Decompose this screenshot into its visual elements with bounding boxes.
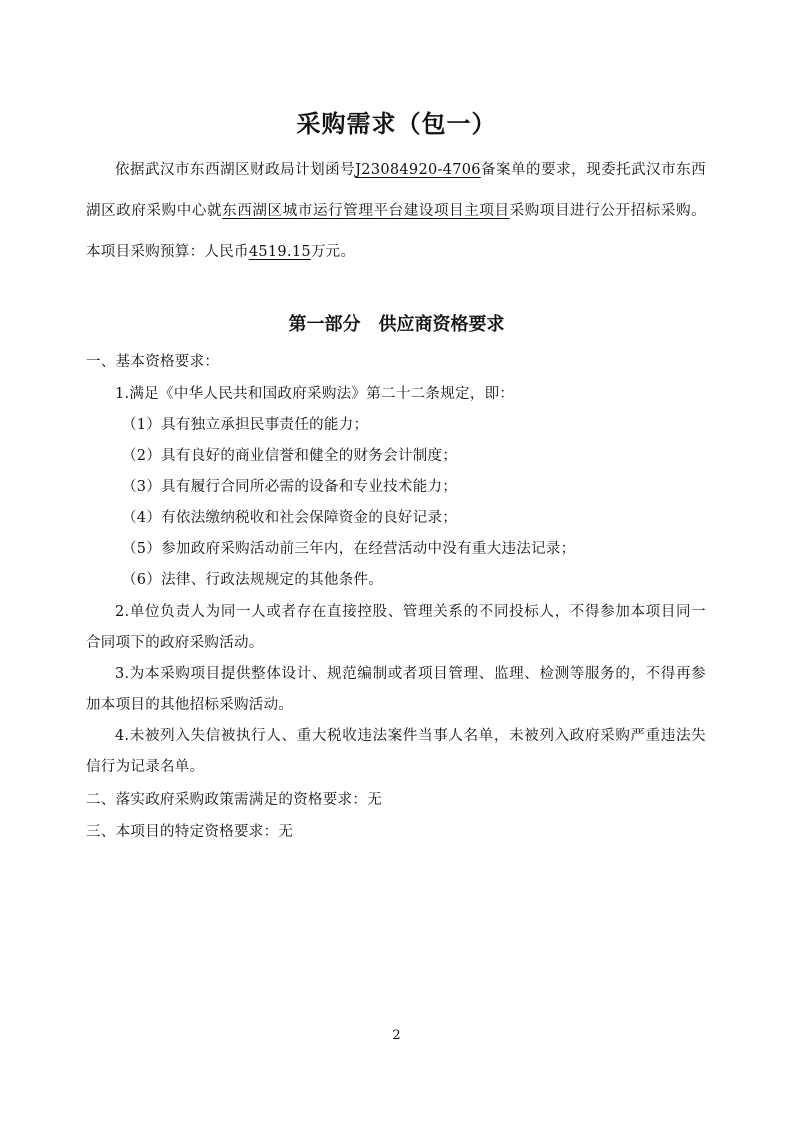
page-number: 2	[392, 1028, 401, 1043]
sub-item: （5）参加政府采购活动前三年内，在经营活动中没有重大违法记录；	[122, 541, 576, 557]
intro-text-2: 备案单的要求，现委托武汉市东西湖区政府采购中心就	[86, 162, 706, 219]
requirement-item-4: 4.未被列入失信被执行人、重大税收违法案件当事人名单，未被列入政府采购严重违法失信行为记录名单。	[86, 728, 706, 775]
requirement-item-2: 2.单位负责人为同一人或者存在直接控股、管理关系的不同投标人，不得参加本项目同一合同项下的政府采购活动。	[86, 604, 706, 651]
project-name: 东西湖区城市运行管理平台建设项目主项目	[222, 203, 510, 219]
sub-item: （2）具有良好的商业信誉和健全的财务会计制度；	[122, 448, 458, 464]
sub-item: （4）有依法缴纳税收和社会保障资金的良好记录；	[122, 510, 458, 526]
intro-text-4: 万元。	[310, 244, 356, 260]
specific-requirements-heading: 三、本项目的特定资格要求：无	[86, 824, 294, 840]
section-title-supplier-qualification: 第一部分 供应商资格要求	[288, 314, 505, 335]
sub-item: （1）具有独立承担民事责任的能力；	[122, 417, 369, 433]
sub-item: （3）具有履行合同所必需的设备和专业技术能力；	[122, 479, 458, 495]
budget-amount: 4519.15	[248, 244, 311, 260]
intro-paragraph	[86, 150, 706, 273]
sub-item: （6）法律、行政法规规定的其他条件。	[122, 572, 384, 588]
policy-requirements-heading: 二、落实政府采购政策需满足的资格要求：无	[86, 792, 382, 808]
basic-requirements-heading: 一、基本资格要求：	[86, 354, 220, 370]
intro-text-1: 依据武汉市东西湖区财政局计划函号	[115, 162, 356, 178]
plan-number: J23084920-4706	[355, 162, 481, 178]
requirement-item-1: 1.满足《中华人民共和国政府采购法》第二十二条规定，即：	[115, 386, 515, 402]
intro-text-3: 采购项目进行公开招标采购。本项目采购预算：人民币	[86, 203, 706, 260]
requirement-item-3: 3.为本采购项目提供整体设计、规范编制或者项目管理、监理、检测等服务的，不得再参加本项目的其他招标采购活动。	[86, 666, 706, 713]
page-title: 采购需求（包一）	[296, 110, 497, 138]
